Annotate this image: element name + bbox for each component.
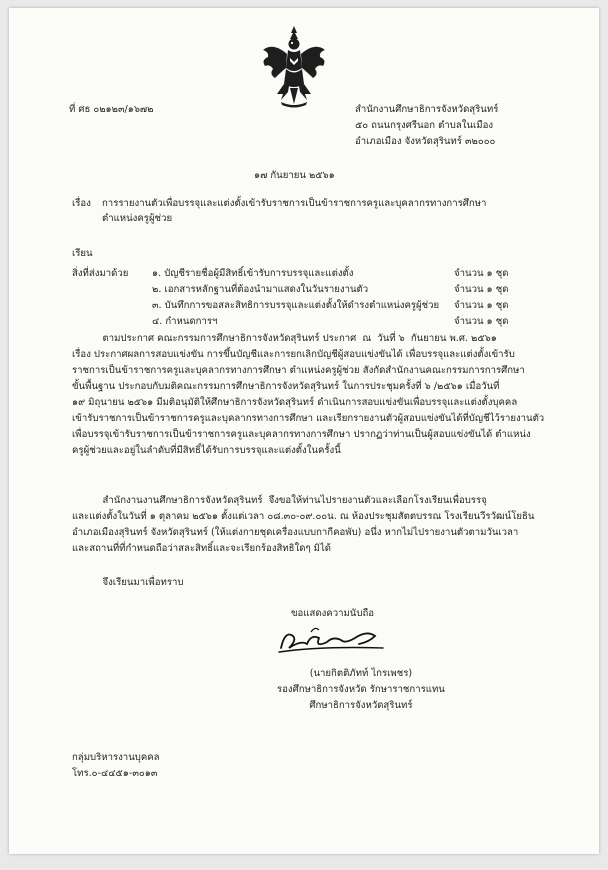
- letter-page: [9, 8, 599, 854]
- enclosure-item: [152, 314, 572, 330]
- paragraph-line: ๑๙ มิถุนายน ๒๕๖๑ มีมติอนุมัติให้ศึกษาธิการจังหวัดสุรินทร์ ดำเนินการสอบแข่งขันเพื่อบรรจุและแต่งตั้งบุคคล: [72, 397, 518, 408]
- garuda-emblem-icon: [259, 24, 329, 110]
- department-phone: โทร.๐-๔๔๕๑-๓๐๑๓: [72, 768, 158, 779]
- enclosure-text: ๔. กำหนดการฯ: [152, 316, 218, 327]
- enclosure-item: [152, 266, 572, 282]
- enclosures-label: สิ่งที่ส่งมาด้วย: [72, 268, 129, 279]
- office-address: [355, 102, 498, 150]
- enclosure-item: [152, 298, 572, 314]
- enclosure-qty: จำนวน ๑ ชุด: [454, 268, 509, 279]
- body-paragraph-1: [72, 331, 550, 459]
- paragraph-line: อำเภอเมืองสุรินทร์ จังหวัดสุรินทร์ (ให้แต่งกายชุดเครื่องแบบกากีคอพับ) อนึ่ง หากไม่ไปรายงานตัวตามวันเวลา: [72, 527, 519, 538]
- paragraph-line: และสถานที่ที่กำหนดถือว่าสละสิทธิ์และจะเรียกร้องสิทธิใดๆ มิได้: [72, 543, 332, 554]
- paragraph-line: สำนักงานงานศึกษาธิการจังหวัดสุรินทร์ จึงขอให้ท่านไปรายงานตัวและเลือกโรงเรียนเพื่อบรรจุ: [72, 495, 487, 506]
- paragraph-line: ครูผู้ช่วยและอยู่ในลำดับที่มีสิทธิ์ได้รับการบรรจุและแต่งตั้งในครั้งนี้: [72, 445, 341, 456]
- letter-date: ๑๗ กันยายน ๒๕๖๑: [254, 170, 335, 181]
- enclosure-item: [152, 282, 572, 298]
- enclosure-qty: จำนวน ๑ ชุด: [454, 300, 509, 311]
- office-name: สำนักงานศึกษาธิการจังหวัดสุรินทร์: [355, 104, 499, 115]
- subject-label: เรื่อง: [72, 198, 91, 209]
- paragraph-line: ราชการเป็นข้าราชการครูและบุคลากรทางการศึกษา ตำแหน่งครูผู้ช่วย สังกัดสำนักงานคณะกรรมการการศึกษา: [72, 365, 525, 376]
- subject-block: [72, 196, 542, 226]
- signer-name: (นายกิตติภัทท์ ไกรเพชร): [309, 668, 413, 679]
- paragraph-line: เรื่อง ประกาศผลการสอบแข่งขัน การขึ้นบัญชีและการยกเลิกบัญชีผู้สอบแข่งขันได้ เพื่อบรรจุและแต่งตั้งเข้ารับ: [72, 349, 515, 360]
- enclosure-text: ๑. บัญชีรายชื่อผู้มีสิทธิ์เข้ารับการบรรจุและแต่งตั้ง: [152, 268, 354, 279]
- paragraph-line: เข้ารับราชการเป็นข้าราชการครูและบุคลากรทางการศึกษา และเรียกรายงานตัวผู้สอบแข่งขันได้ที่บัญชีไว้รายงานตัว: [72, 413, 545, 424]
- signer-position: รองศึกษาธิการจังหวัด รักษาราชการแทน: [277, 684, 445, 695]
- enclosure-text: ๒. เอกสารหลักฐานที่ต้องนำมาแสดงในวันรายงานตัว: [152, 284, 369, 295]
- office-street: ๕๐ ถนนกรุงศรีนอก ตำบลในเมือง: [355, 120, 494, 131]
- signer-block: [277, 666, 445, 714]
- department-block: [72, 750, 160, 782]
- enclosure-text: ๓. บันทึกการขอสละสิทธิการบรรจุและแต่งตั้งให้ดำรงตำแหน่งครูผู้ช่วย: [152, 300, 440, 311]
- subject-line-2: ตำแหน่งครูผู้ช่วย: [102, 213, 173, 224]
- signer-position-2: ศึกษาธิการจังหวัดสุรินทร์: [309, 700, 413, 711]
- enclosure-qty: จำนวน ๑ ชุด: [454, 284, 509, 295]
- enclosures-list: [152, 266, 572, 330]
- office-district: อำเภอเมือง จังหวัดสุรินทร์ ๓๒๐๐๐: [355, 136, 496, 147]
- subject-line-1: การรายงานตัวเพื่อบรรจุและแต่งตั้งเข้ารับราชการเป็นข้าราชการครูและบุคลากรทางการศึกษา: [102, 198, 487, 209]
- department-name: กลุ่มบริหารงานบุคคล: [72, 752, 160, 763]
- enclosure-qty: จำนวน ๑ ชุด: [454, 316, 509, 327]
- reference-number: ที่ ศธ ๐๒๑๒๓/๑๖๗๒: [69, 104, 154, 115]
- paragraph-line: และแต่งตั้งในวันที่ ๑ ตุลาคม ๒๕๖๑ ตั้งแต่เวลา ๐๘.๓๐-๐๙.๐๐น. ณ ห้องประชุมสัตตบรรณ โรงเรียนวีรวัฒน์โยธิน: [72, 511, 535, 522]
- closing-line: จึงเรียนมาเพื่อทราบ: [72, 577, 184, 588]
- body-paragraph-2: [72, 493, 550, 557]
- paragraph-line: ตามประกาศ คณะกรรมการศึกษาธิการจังหวัดสุรินทร์ ประกาศ ณ วันที่ ๖ กันยายน พ.ศ. ๒๕๖๑: [72, 333, 497, 344]
- paragraph-line: เพื่อบรรจุเข้ารับราชการเป็นข้าราชการครูและบุคลากรทางการศึกษา ปรากฏว่าท่านเป็นผู้สอบแข่งขันได้ ตำแหน่ง: [72, 429, 531, 440]
- handwritten-signature: [271, 622, 391, 658]
- paragraph-line: ขั้นพื้นฐาน ประกอบกับมติคณะกรรมการศึกษาธิการจังหวัดสุรินทร์ ในการประชุมครั้งที่ ๖ /๒๕๖๑ เมื่อวันที่: [72, 381, 500, 392]
- salutation: เรียน: [72, 248, 93, 259]
- complimentary-close: ขอแสดงความนับถือ: [291, 608, 375, 619]
